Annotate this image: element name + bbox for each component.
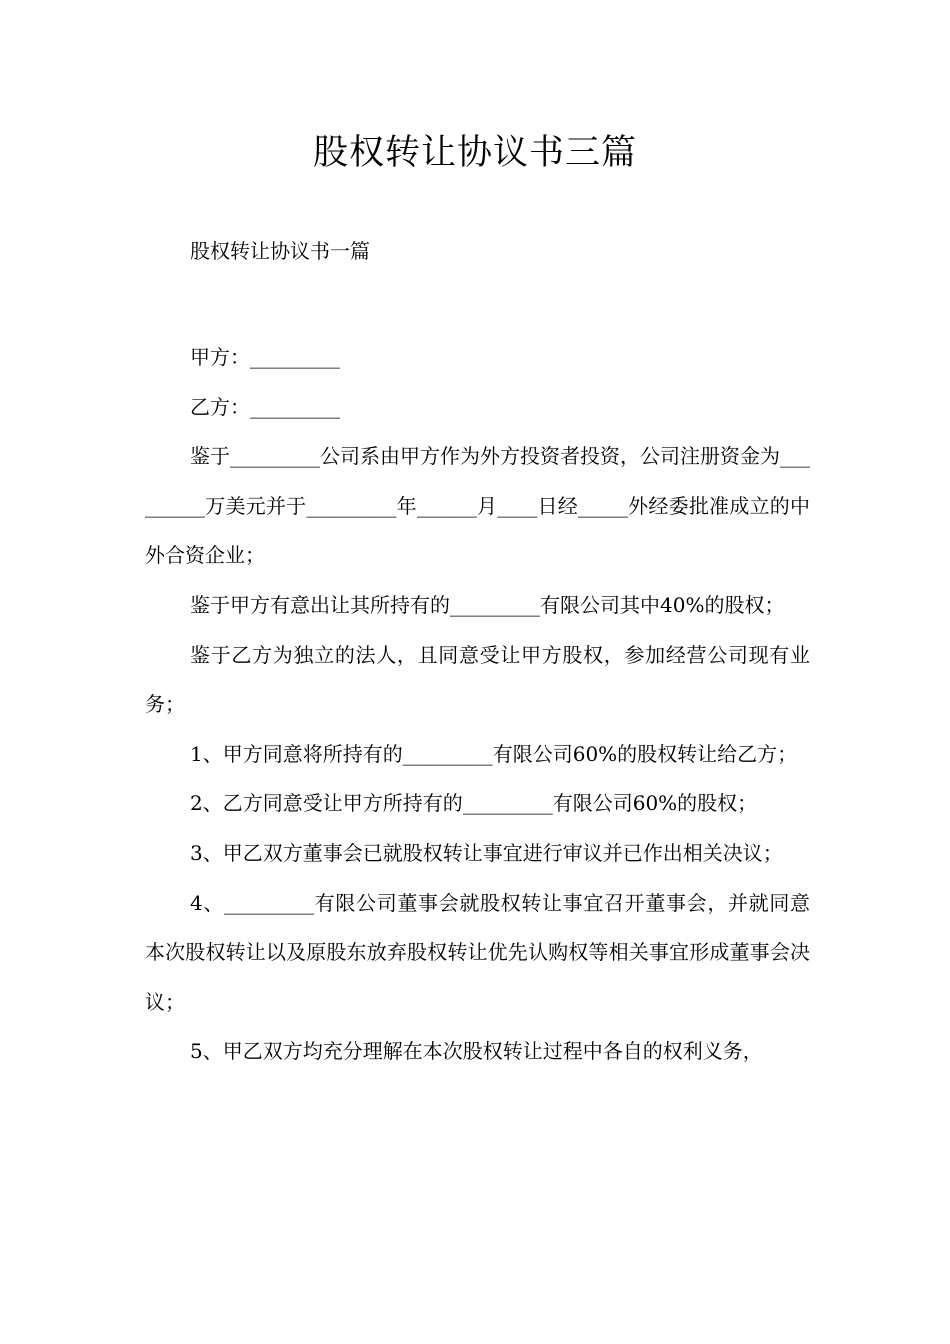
recital-paragraph: 鉴于乙方为独立的法人，且同意受让甲方股权，参加经营公司现有业务； bbox=[145, 642, 810, 717]
recital-paragraph: 鉴于_________公司系由甲方作为外方投资者投资，公司注册资金为_________万美元并于_________年______月____日经_____外经委批准成立的中外合资企业； bbox=[145, 444, 810, 568]
party-a-line: 甲方：_________ bbox=[190, 345, 340, 369]
clause-paragraph: 1、甲方同意将所持有的_________有限公司60%的股权转让给乙方； bbox=[190, 741, 798, 766]
document-title: 股权转让协议书三篇 bbox=[312, 133, 637, 173]
section-heading: 股权转让协议书一篇 bbox=[190, 239, 370, 263]
clause-paragraph: 2、乙方同意受让甲方所持有的_________有限公司60%的股权； bbox=[190, 791, 758, 816]
recital-paragraph: 鉴于甲方有意出让其所持有的_________有限公司其中40%的股权； bbox=[190, 592, 785, 617]
document-body bbox=[145, 333, 810, 1077]
clause-paragraph: 4、_________有限公司董事会就股权转让事宜召开董事会，并就同意本次股权转让以及原股东放弃股权转让优先认购权等相关事宜形成董事会决议； bbox=[145, 890, 810, 1014]
party-b-line: 乙方：_________ bbox=[190, 394, 340, 419]
clause-paragraph: 3、甲乙双方董事会已就股权转让事宜进行审议并已作出相关决议； bbox=[190, 840, 783, 865]
clause-paragraph: 5、甲乙双方均充分理解在本次股权转让过程中各自的权利义务， bbox=[190, 1039, 763, 1064]
